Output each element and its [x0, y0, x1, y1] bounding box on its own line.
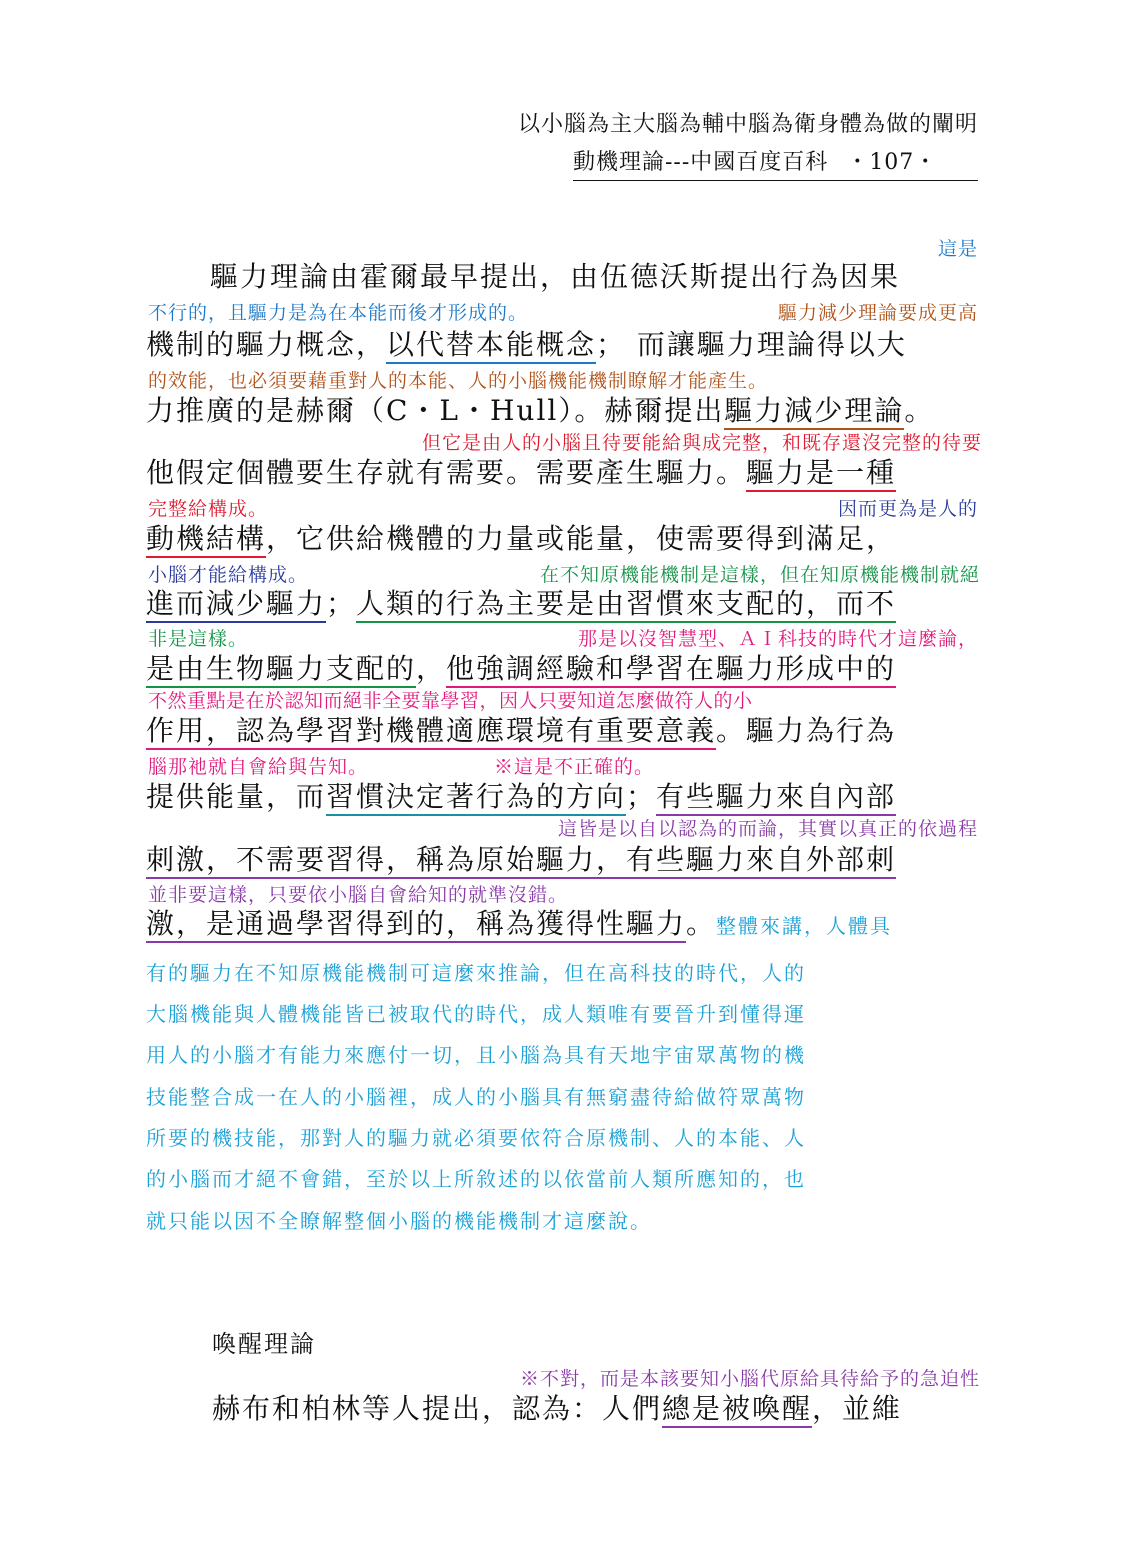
body-text: ；	[326, 587, 357, 620]
annotation-note: 小腦才能給構成。	[148, 564, 309, 586]
underlined-phrase: 有些驅力來自內部	[656, 780, 896, 816]
body-text: 。	[686, 907, 717, 940]
annotation-note: 腦那祂就自會給與告知。	[148, 756, 369, 778]
underlined-phrase: 驅力是一種	[746, 456, 896, 492]
annotation-note: 這皆是以自以認為的而論，其實以真正的依過程	[557, 818, 978, 840]
annotation-note: 那是以沒智慧型、ＡＩ科技的時代才這麼論，	[577, 628, 978, 650]
annotation-note: 並非要這樣，只要依小腦自會給知的就準沒錯。	[148, 884, 569, 906]
commentary-line: 的小腦而才絕不會錯，至於以上所敘述的以依當前人類所應知的，也	[146, 1167, 806, 1191]
body-line	[146, 714, 897, 747]
body-line	[146, 843, 897, 876]
underlined-phrase: 刺激，不需要習得，稱為原始驅力，有些驅力來自外部刺	[146, 843, 896, 879]
body-line	[146, 394, 935, 427]
body-text: 。	[904, 394, 935, 427]
body-text: ；	[626, 780, 657, 813]
annotation-note: 非是這樣。	[148, 628, 249, 650]
commentary-text: 整體來講，人體具	[716, 914, 893, 938]
body-line	[146, 780, 897, 813]
annotation-note: 的效能，也必須要藉重對人的本能、人的小腦機能機制瞭解才能產生。	[148, 370, 769, 392]
body-text: ，它供給機體的力量或能量，使需要得到滿足，	[266, 522, 897, 555]
document-title: 以小腦為主大腦為輔中腦為衛身體為做的闡明	[517, 112, 978, 137]
body-text: 機制的驅力概念，	[146, 328, 387, 361]
annotation-note: 完整給構成。	[148, 498, 269, 520]
annotation-note: 因而更為是人的	[837, 498, 978, 520]
body-text: 赫布和柏林等人提出，認為：人們	[212, 1392, 663, 1425]
body-line	[212, 1392, 903, 1425]
commentary-line: 技能整合成一在人的小腦裡，成人的小腦具有無窮盡待給做符眾萬物	[146, 1085, 806, 1109]
annotation-note: ※這是不正確的。	[494, 756, 655, 778]
header-subtitle-row	[573, 152, 978, 181]
annotation-note: 不行的，且驅力是為在本能而後才形成的。	[148, 302, 529, 324]
annotation-note: 在不知原機能機制是這樣，但在知原機能機制就絕	[539, 564, 980, 586]
commentary-line: 所要的機技能，那對人的驅力就必須要依符合原機制、人的本能、人	[146, 1126, 806, 1150]
body-line	[146, 652, 897, 685]
body-line	[146, 456, 897, 489]
body-text: ； 而讓驅力理論得以大	[596, 328, 907, 361]
commentary-line: 大腦機能與人體機能皆已被取代的時代，成人類唯有要晉升到懂得運	[146, 1002, 806, 1026]
underlined-phrase: 他強調經驗和學習在驅力形成中的	[446, 652, 896, 688]
body-line	[146, 522, 897, 555]
annotation-note: ※不對，而是本該要知小腦代原給具待給予的急迫性	[519, 1368, 980, 1390]
commentary-line: 用人的小腦才有能力來應付一切，且小腦為具有天地宇宙眾萬物的機	[146, 1043, 806, 1067]
underlined-phrase: 進而減少驅力	[146, 587, 326, 623]
page-number: ・107・	[846, 150, 938, 175]
body-line	[146, 328, 907, 361]
underlined-phrase: 習慣決定著行為的方向	[326, 780, 626, 816]
commentary-line: 有的驅力在不知原機能機制可這麼來推論，但在高科技的時代，人的	[146, 961, 806, 985]
annotation-note: 這是	[937, 238, 978, 260]
section-heading: 喚醒理論	[212, 1330, 316, 1358]
body-text: 提供能量，而	[146, 780, 327, 813]
body-line	[146, 587, 897, 620]
underlined-phrase: 激，是通過學習得到的，稱為獲得性驅力	[146, 907, 686, 943]
body-text: ，	[416, 652, 447, 685]
underlined-phrase: 人類的行為主要是由習慣來支配的，而不	[356, 587, 896, 623]
commentary-line: 就只能以因不全瞭解整個小腦的機能機制才這麼說。	[146, 1209, 652, 1233]
underlined-phrase: 總是被喚醒	[662, 1392, 812, 1428]
underlined-phrase: 作用，認為學習對機體適應環境有重要意義	[146, 714, 716, 750]
underlined-phrase: 以代替本能概念	[386, 328, 596, 364]
header-subtitle: 動機理論---中國百度百科	[573, 150, 829, 175]
body-line	[146, 907, 893, 940]
underlined-phrase: 驅力減少理論	[724, 394, 904, 430]
body-text: 他假定個體要生存就有需要。需要產生驅力。	[146, 456, 747, 489]
body-text: 力推廣的是赫爾（C・L・Hull）。赫爾提出	[146, 394, 725, 427]
underlined-phrase: 動機結構	[146, 522, 266, 558]
annotation-note: 但它是由人的小腦且待要能給與成完整，和既存還沒完整的待要	[421, 432, 982, 454]
body-line: 驅力理論由霍爾最早提出，由伍德沃斯提出行為因果	[210, 260, 901, 293]
body-text: ，並維	[812, 1392, 903, 1425]
body-text: 。驅力為行為	[716, 714, 897, 747]
annotation-note: 不然重點是在於認知而絕非全要靠學習，因人只要知道怎麼做符人的小	[148, 690, 753, 712]
underlined-phrase: 是由生物驅力支配的	[146, 652, 416, 688]
annotation-note: 驅力減少理論要成更高	[777, 302, 978, 324]
